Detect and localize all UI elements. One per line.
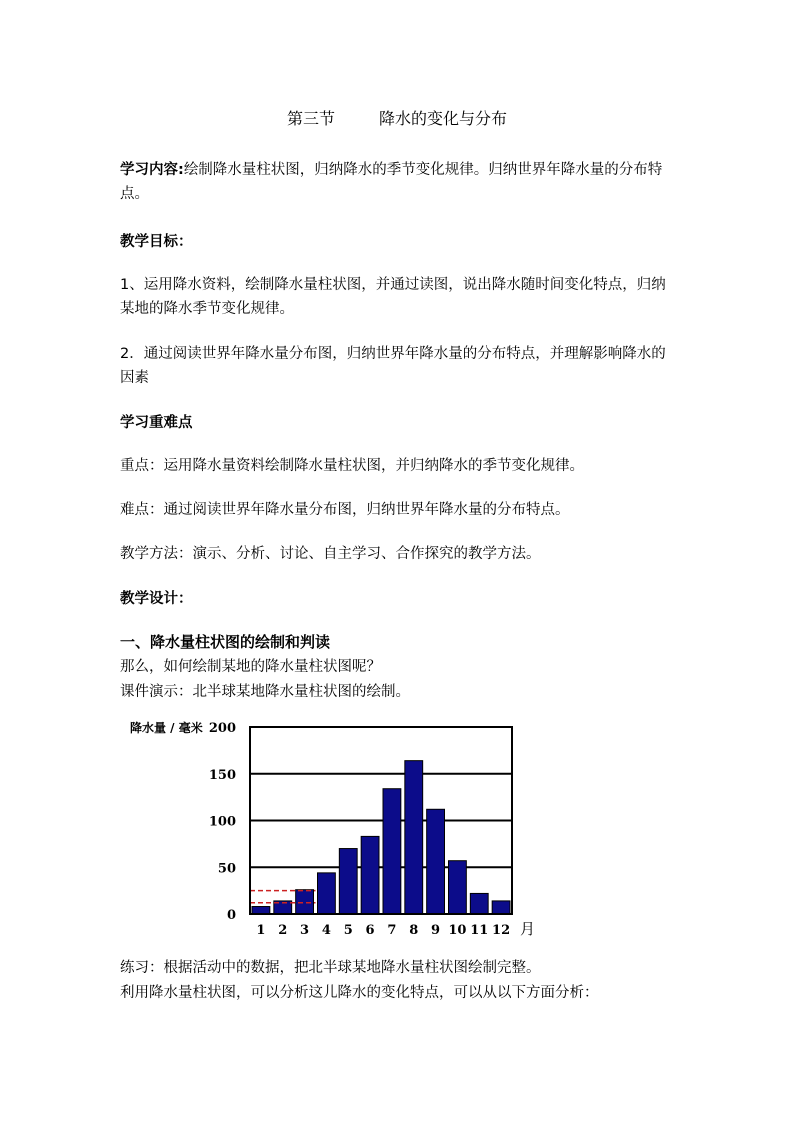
y-tick-label: 50 bbox=[217, 861, 236, 877]
learning-content-text: 绘制降水量柱状图，归纳降水的季节变化规律。归纳世界年降水量的分布特点。 bbox=[120, 162, 663, 202]
exercise-text: 练习：根据活动中的数据，把北半球某地降水量柱状图绘制完整。 bbox=[120, 960, 541, 976]
bar bbox=[252, 907, 270, 914]
bar bbox=[427, 809, 445, 914]
document-title bbox=[0, 106, 794, 129]
analysis-text: 利用降水量柱状图，可以分析这儿降水的变化特点，可以从以下方面分析： bbox=[120, 985, 599, 1001]
x-tick-label: 1 bbox=[256, 923, 266, 938]
bar bbox=[318, 873, 336, 914]
difficult-point: 难点：通过阅读世界年降水量分布图，归纳世界年降水量的分布特点。 bbox=[120, 502, 570, 518]
y-tick-label: 200 bbox=[208, 721, 236, 736]
goal-2: 2．通过阅读世界年降水量分布图，归纳世界年降水量的分布特点，并理解影响降水的因素 bbox=[120, 346, 666, 386]
goals-heading: 教学目标： bbox=[120, 234, 193, 250]
key-point: 重点：运用降水量资料绘制降水量柱状图，并归纳降水的季节变化规律。 bbox=[120, 458, 584, 474]
key-points-heading: 学习重难点 bbox=[120, 415, 193, 431]
x-tick-label: 6 bbox=[365, 923, 375, 938]
bar bbox=[339, 849, 357, 914]
bar bbox=[449, 861, 467, 914]
x-tick-label: 10 bbox=[448, 923, 467, 938]
y-axis-label: 降水量 / 毫米 bbox=[130, 721, 203, 735]
section-title: 降水的变化与分布 bbox=[379, 109, 508, 128]
goal-1: 1、运用降水资料，绘制降水量柱状图，并通过读图，说出降水随时间变化特点，归纳某地的降水季节变化规律。 bbox=[120, 277, 666, 317]
y-tick-label: 150 bbox=[208, 767, 236, 783]
bar bbox=[296, 890, 314, 914]
section1-heading: 一、降水量柱状图的绘制和判读 bbox=[120, 633, 331, 651]
bar bbox=[405, 761, 423, 914]
design-heading: 教学设计： bbox=[120, 591, 193, 607]
x-tick-label: 12 bbox=[492, 923, 511, 938]
x-tick-label: 3 bbox=[300, 923, 310, 938]
x-tick-label: 5 bbox=[343, 923, 353, 938]
x-tick-label: 11 bbox=[470, 923, 489, 938]
question-text: 那么，如何绘制某地的降水量柱状图呢？ bbox=[120, 659, 381, 675]
bar bbox=[383, 789, 401, 914]
bar bbox=[361, 836, 379, 914]
demo-text: 课件演示：北半球某地降水量柱状图的绘制。 bbox=[120, 684, 410, 700]
x-tick-label: 4 bbox=[321, 923, 331, 938]
x-tick-label: 7 bbox=[387, 923, 397, 938]
x-tick-label: 9 bbox=[431, 923, 441, 938]
y-tick-label: 100 bbox=[208, 814, 236, 830]
bar bbox=[492, 901, 510, 914]
learning-content bbox=[120, 158, 680, 206]
y-tick-label: 0 bbox=[226, 908, 236, 923]
x-tick-label: 2 bbox=[278, 923, 288, 938]
x-axis-label: 月 bbox=[520, 920, 536, 938]
section-number: 第三节 bbox=[286, 109, 335, 128]
teaching-method: 教学方法：演示、分析、讨论、自主学习、合作探究的教学方法。 bbox=[120, 546, 541, 562]
learning-content-label: 学习内容: bbox=[120, 162, 184, 178]
precipitation-bar-chart bbox=[120, 712, 550, 942]
x-tick-label: 8 bbox=[409, 923, 419, 938]
bar bbox=[470, 893, 488, 914]
